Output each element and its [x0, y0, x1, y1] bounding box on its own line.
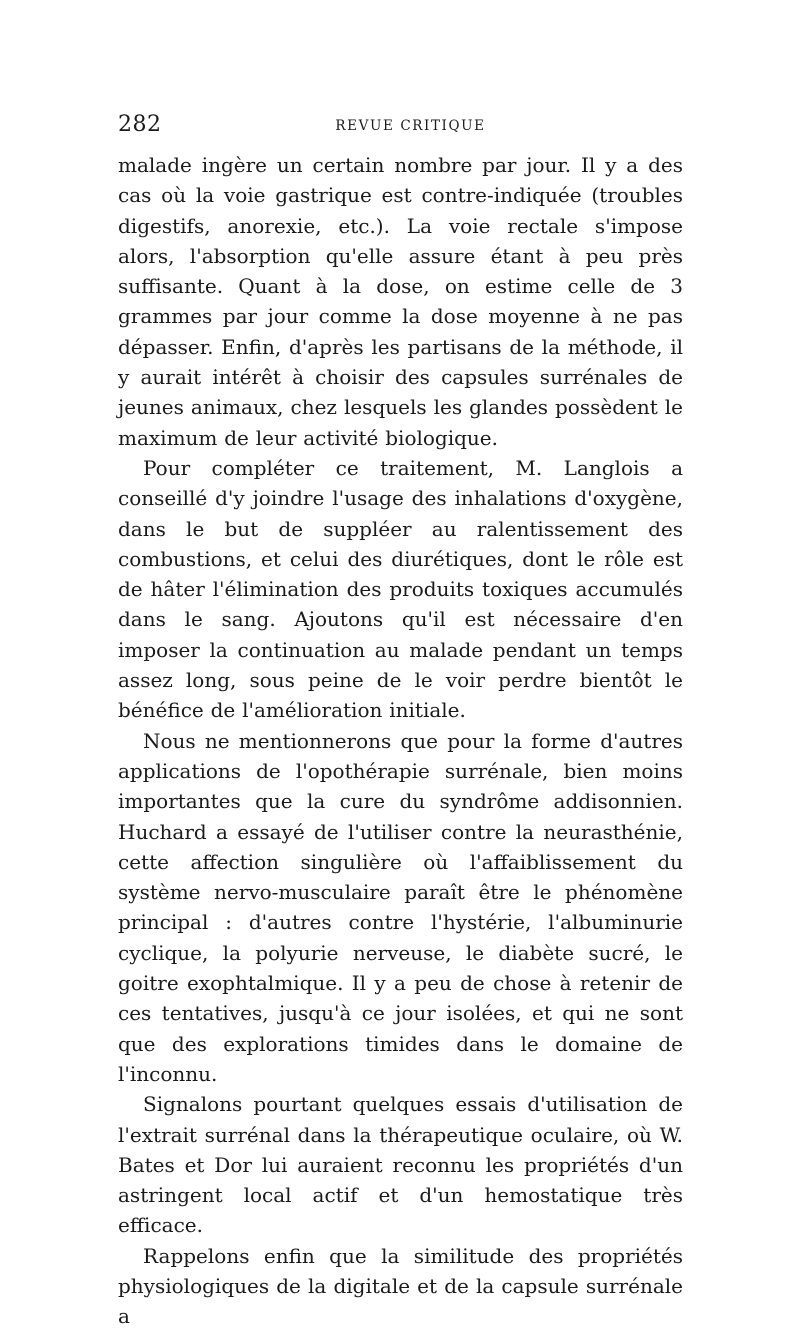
page-header [118, 112, 683, 142]
paragraph: Nous ne mentionnerons que pour la forme d'autres applications de l'opothérapie surrénale, bien moins importantes que la cure du syndrôme addisonnien. Huchard a essayé de l'utiliser contre la neurasthénie, cette affection singulière où l'affaiblissement du système nervo-musculaire paraît être le phénomène principal : d'autres contre l'hystérie, l'albuminurie cyclique, la polyurie nerveuse, le diabète sucré, le goitre exophtalmique. Il y a peu de chose à retenir de ces tentatives, jusqu'à ce jour isolées, et qui ne sont que des explorations timides dans le domaine de l'inconnu. [118, 728, 683, 1086]
page-number: 282 [118, 112, 162, 137]
paragraph: Pour compléter ce traitement, M. Langlois a conseillé d'y joindre l'usage des inhalations d'oxygène, dans le but de suppléer au ralentissement des combustions, et celui des diurétiques, dont le rôle est de hâter l'élimination des produits toxiques accumulés dans le sang. Ajoutons qu'il est nécessaire d'en imposer la continuation au malade pendant un temps assez long, sous peine de le voir perdre bientôt le bénéfice de l'amélioration initiale. [118, 455, 683, 723]
paragraph: Rappelons enfin que la similitude des propriétés physiologiques de la digitale et de la capsule surrénale a [118, 1243, 683, 1329]
page [118, 112, 683, 1332]
body-text [118, 150, 683, 1332]
paragraph-continued: malade ingère un certain nombre par jour. Il y a des cas où la voie gastrique est contre-indiquée (troubles digestifs, anorexie, etc.). La voie rectale s'impose alors, l'absorption qu'elle assure étant à peu près suffisante. Quant à la dose, on estime celle de 3 grammes par jour comme la dose moyenne à ne pas dépasser. Enfin, d'après les partisans de la méthode, il y aurait intérêt à choisir des capsules surrénales de jeunes animaux, chez lesquels les glandes possèdent le maximum de leur activité biologique. [118, 153, 683, 450]
running-head: REVUE CRITIQUE [335, 118, 486, 134]
paragraph: Signalons pourtant quelques essais d'utilisation de l'extrait surrénal dans la thérapeutique oculaire, où W. Bates et Dor lui auraient reconnu les propriétés d'un astringent local actif et d'un hemostatique très efficace. [118, 1092, 683, 1238]
